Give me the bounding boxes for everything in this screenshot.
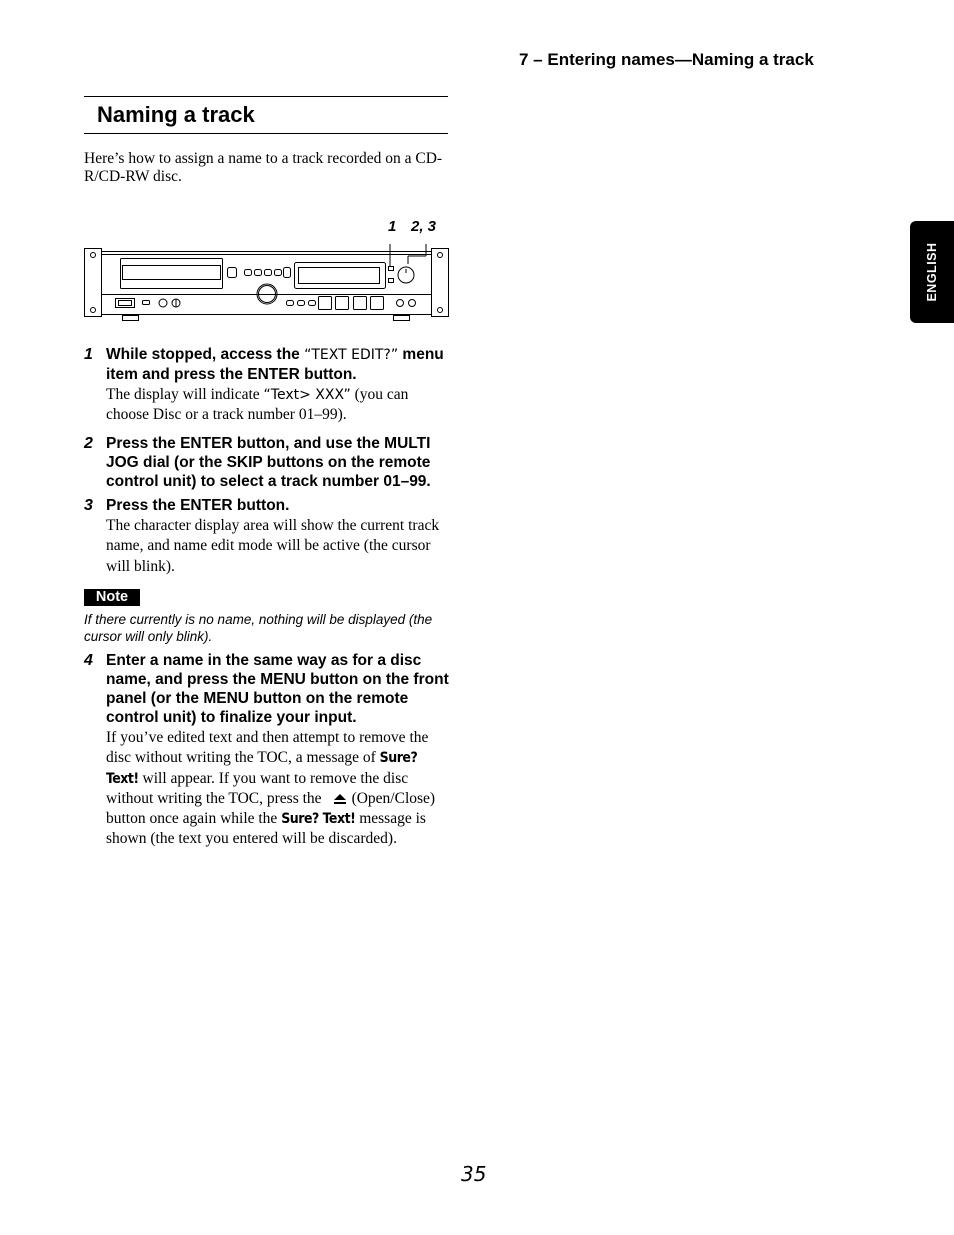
language-tab-label: ENGLISH — [925, 242, 939, 302]
step-description: The character display area will show the current track name, and name edit mode will be active (the cursor will blink). — [106, 517, 440, 575]
step-2 — [84, 434, 450, 491]
running-header: 7 – Entering names—Naming a track — [519, 50, 814, 69]
step-description: The display will indicate “Text> XXX” (you can choose Disc or a track number 01–99). — [106, 386, 409, 424]
eject-icon — [334, 794, 346, 805]
language-tab — [910, 221, 954, 323]
step-4 — [84, 651, 450, 850]
step-number: 2 — [84, 435, 93, 452]
section-title — [84, 96, 448, 134]
step-number: 1 — [84, 346, 93, 363]
lcd-text-edit: “TEXT EDIT?” — [304, 347, 399, 363]
step-number: 3 — [84, 497, 93, 514]
display-message-sure-text-2: Sure? Text! — [281, 811, 356, 828]
callout-label-2-3: 2, 3 — [411, 218, 437, 235]
step-description: If you’ve edited text and then attempt to remove the disc without writing the TOC, a message of Sure? Text! will appear. If you want to remove the disc without writing the TOC, press the (Open/Close) button once again while the Sure? Text! message is shown (the text you entered will be discarded). — [106, 729, 436, 848]
step-heading: Press the ENTER button. — [106, 497, 290, 514]
note-text: If there currently is no name, nothing will be displayed (the cursor will only blink). — [84, 612, 433, 644]
page-number: 35 — [461, 1162, 487, 1186]
callout-label-1: 1 — [388, 218, 397, 235]
note-badge: Note — [84, 589, 140, 606]
step-heading: Enter a name in the same way as for a disc name, and press the MENU button on the front panel (or the MENU button on the remote control unit) to finalize your input. — [106, 652, 449, 726]
step-number: 4 — [84, 652, 93, 669]
lcd-text-xxx: “Text> XXX” — [263, 387, 351, 403]
step-3 — [84, 496, 450, 577]
step-heading: Press the ENTER button, and use the MULTI JOG dial (or the SKIP buttons on the remote control unit) to select a track number 01–99. — [106, 435, 431, 490]
step-1 — [84, 345, 450, 426]
section-heading: Naming a track — [97, 102, 255, 127]
cd-recorder-illustration — [84, 244, 450, 326]
display-message-sure-text: Sure? Text! — [106, 750, 418, 787]
intro-paragraph: Here’s how to assign a name to a track recorded on a CD-R/CD-RW disc. — [84, 150, 443, 185]
step-heading: While stopped, access the “TEXT EDIT?” menu item and press the ENTER button. — [106, 346, 444, 383]
